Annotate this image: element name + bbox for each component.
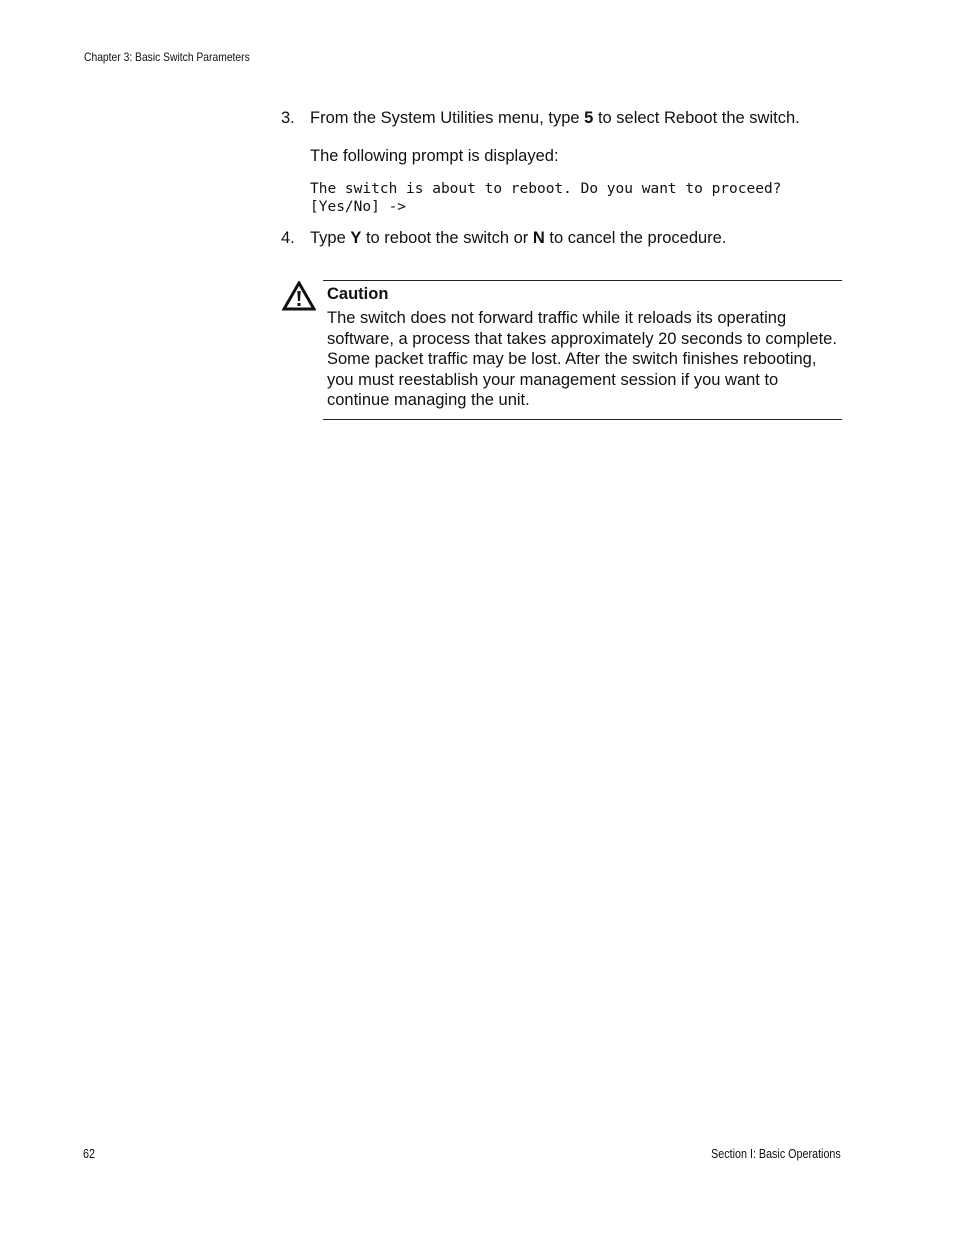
- step-number: 3.: [281, 109, 295, 127]
- section-footer: Section I: Basic Operations: [711, 1147, 841, 1161]
- yes-key: Y: [350, 229, 362, 247]
- step-4: [281, 226, 851, 250]
- menu-key: 5: [584, 109, 594, 127]
- main-content: [281, 106, 851, 250]
- caution-text: The switch does not forward traffic while it reloads its operating software, a process that takes approximately 20 seconds to complete. Some packet traffic may be lost. After the switch finishes rebooting, you must reestablish your management session if you want to continue managing the unit.: [327, 309, 837, 409]
- caution-title: Caution: [327, 285, 389, 303]
- running-header: Chapter 3: Basic Switch Parameters: [84, 50, 250, 64]
- no-key: N: [532, 229, 545, 247]
- code-line: The switch is about to reboot. Do you want to proceed?: [310, 181, 782, 197]
- prompt-intro: The following prompt is displayed:: [310, 147, 559, 165]
- step-text: Type Y to reboot the switch or N to cancel the procedure.: [310, 229, 727, 247]
- step-text: From the System Utilities menu, type 5 to select Reboot the switch.: [310, 109, 800, 127]
- page-number: 62: [83, 1147, 95, 1161]
- caution-box: [323, 280, 842, 420]
- code-block: [310, 180, 851, 216]
- step-3: [281, 106, 851, 130]
- code-line: [Yes/No] ->: [310, 199, 407, 215]
- step-number: 4.: [281, 229, 295, 247]
- warning-triangle-icon: [282, 281, 316, 311]
